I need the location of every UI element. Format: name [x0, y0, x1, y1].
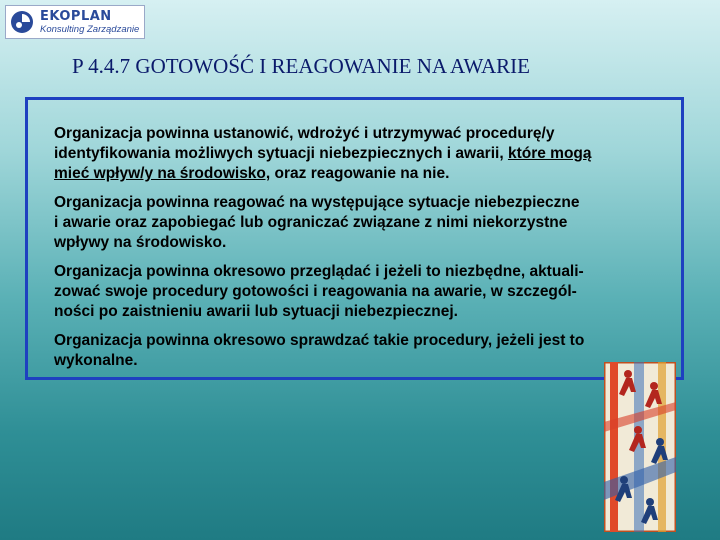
paragraph-2-line-2: i awarie oraz zapobiegać lub ograniczać związane z nimi niekorzystne — [54, 214, 568, 231]
paragraph-2-line-1: Organizacja powinna reagować na występujące sytuacje niebezpieczne — [54, 194, 580, 211]
paragraph-2 — [54, 193, 579, 253]
paragraph-1-line-3 — [54, 164, 592, 184]
paragraph-4-line-2: wykonalne. — [54, 352, 138, 369]
slide-title: P 4.4.7 GOTOWOŚĆ I REAGOWANIE NA AWARIE — [72, 54, 530, 78]
paragraph-4 — [54, 331, 584, 371]
underlined-phrase-2: mieć wpływ/y na środowisko, — [54, 165, 271, 182]
emergency-runners-illustration — [604, 362, 676, 532]
paragraph-4-line-1: Organizacja powinna okresowo sprawdzać takie procedury, jeżeli jest to — [54, 332, 585, 349]
paragraph-1-line-2-text: identyfikowania możliwych sytuacji niebezpiecznych i awarii, — [54, 145, 508, 162]
logo-name: EKOPLAN — [40, 9, 112, 24]
paragraph-3-line-1: Organizacja powinna okresowo przeglądać i jeżeli to niezbędne, aktuali- — [54, 263, 584, 280]
paragraph-1-line-3-text: oraz reagowanie na nie. — [270, 165, 450, 182]
underlined-phrase: które mogą — [507, 145, 592, 162]
ekoplan-logo-icon — [10, 10, 34, 34]
paragraph-3 — [54, 262, 584, 322]
paragraph-2-line-3: wpływy na środowisko. — [54, 234, 227, 251]
paragraph-3-line-2: zować swoje procedury gotowości i reagowania na awarie, w szczegól- — [54, 283, 577, 300]
company-logo — [5, 5, 145, 39]
paragraph-1 — [54, 124, 592, 184]
logo-tagline: Konsulting Zarządzanie — [40, 24, 140, 35]
paragraph-3-line-3: ności po zaistnieniu awarii lub sytuacji niebezpiecznej. — [54, 303, 458, 320]
paragraph-1-line-1: Organizacja powinna ustanowić, wdrożyć i utrzymywać procedurę/y — [54, 125, 555, 142]
paragraph-1-line-2 — [54, 144, 592, 164]
